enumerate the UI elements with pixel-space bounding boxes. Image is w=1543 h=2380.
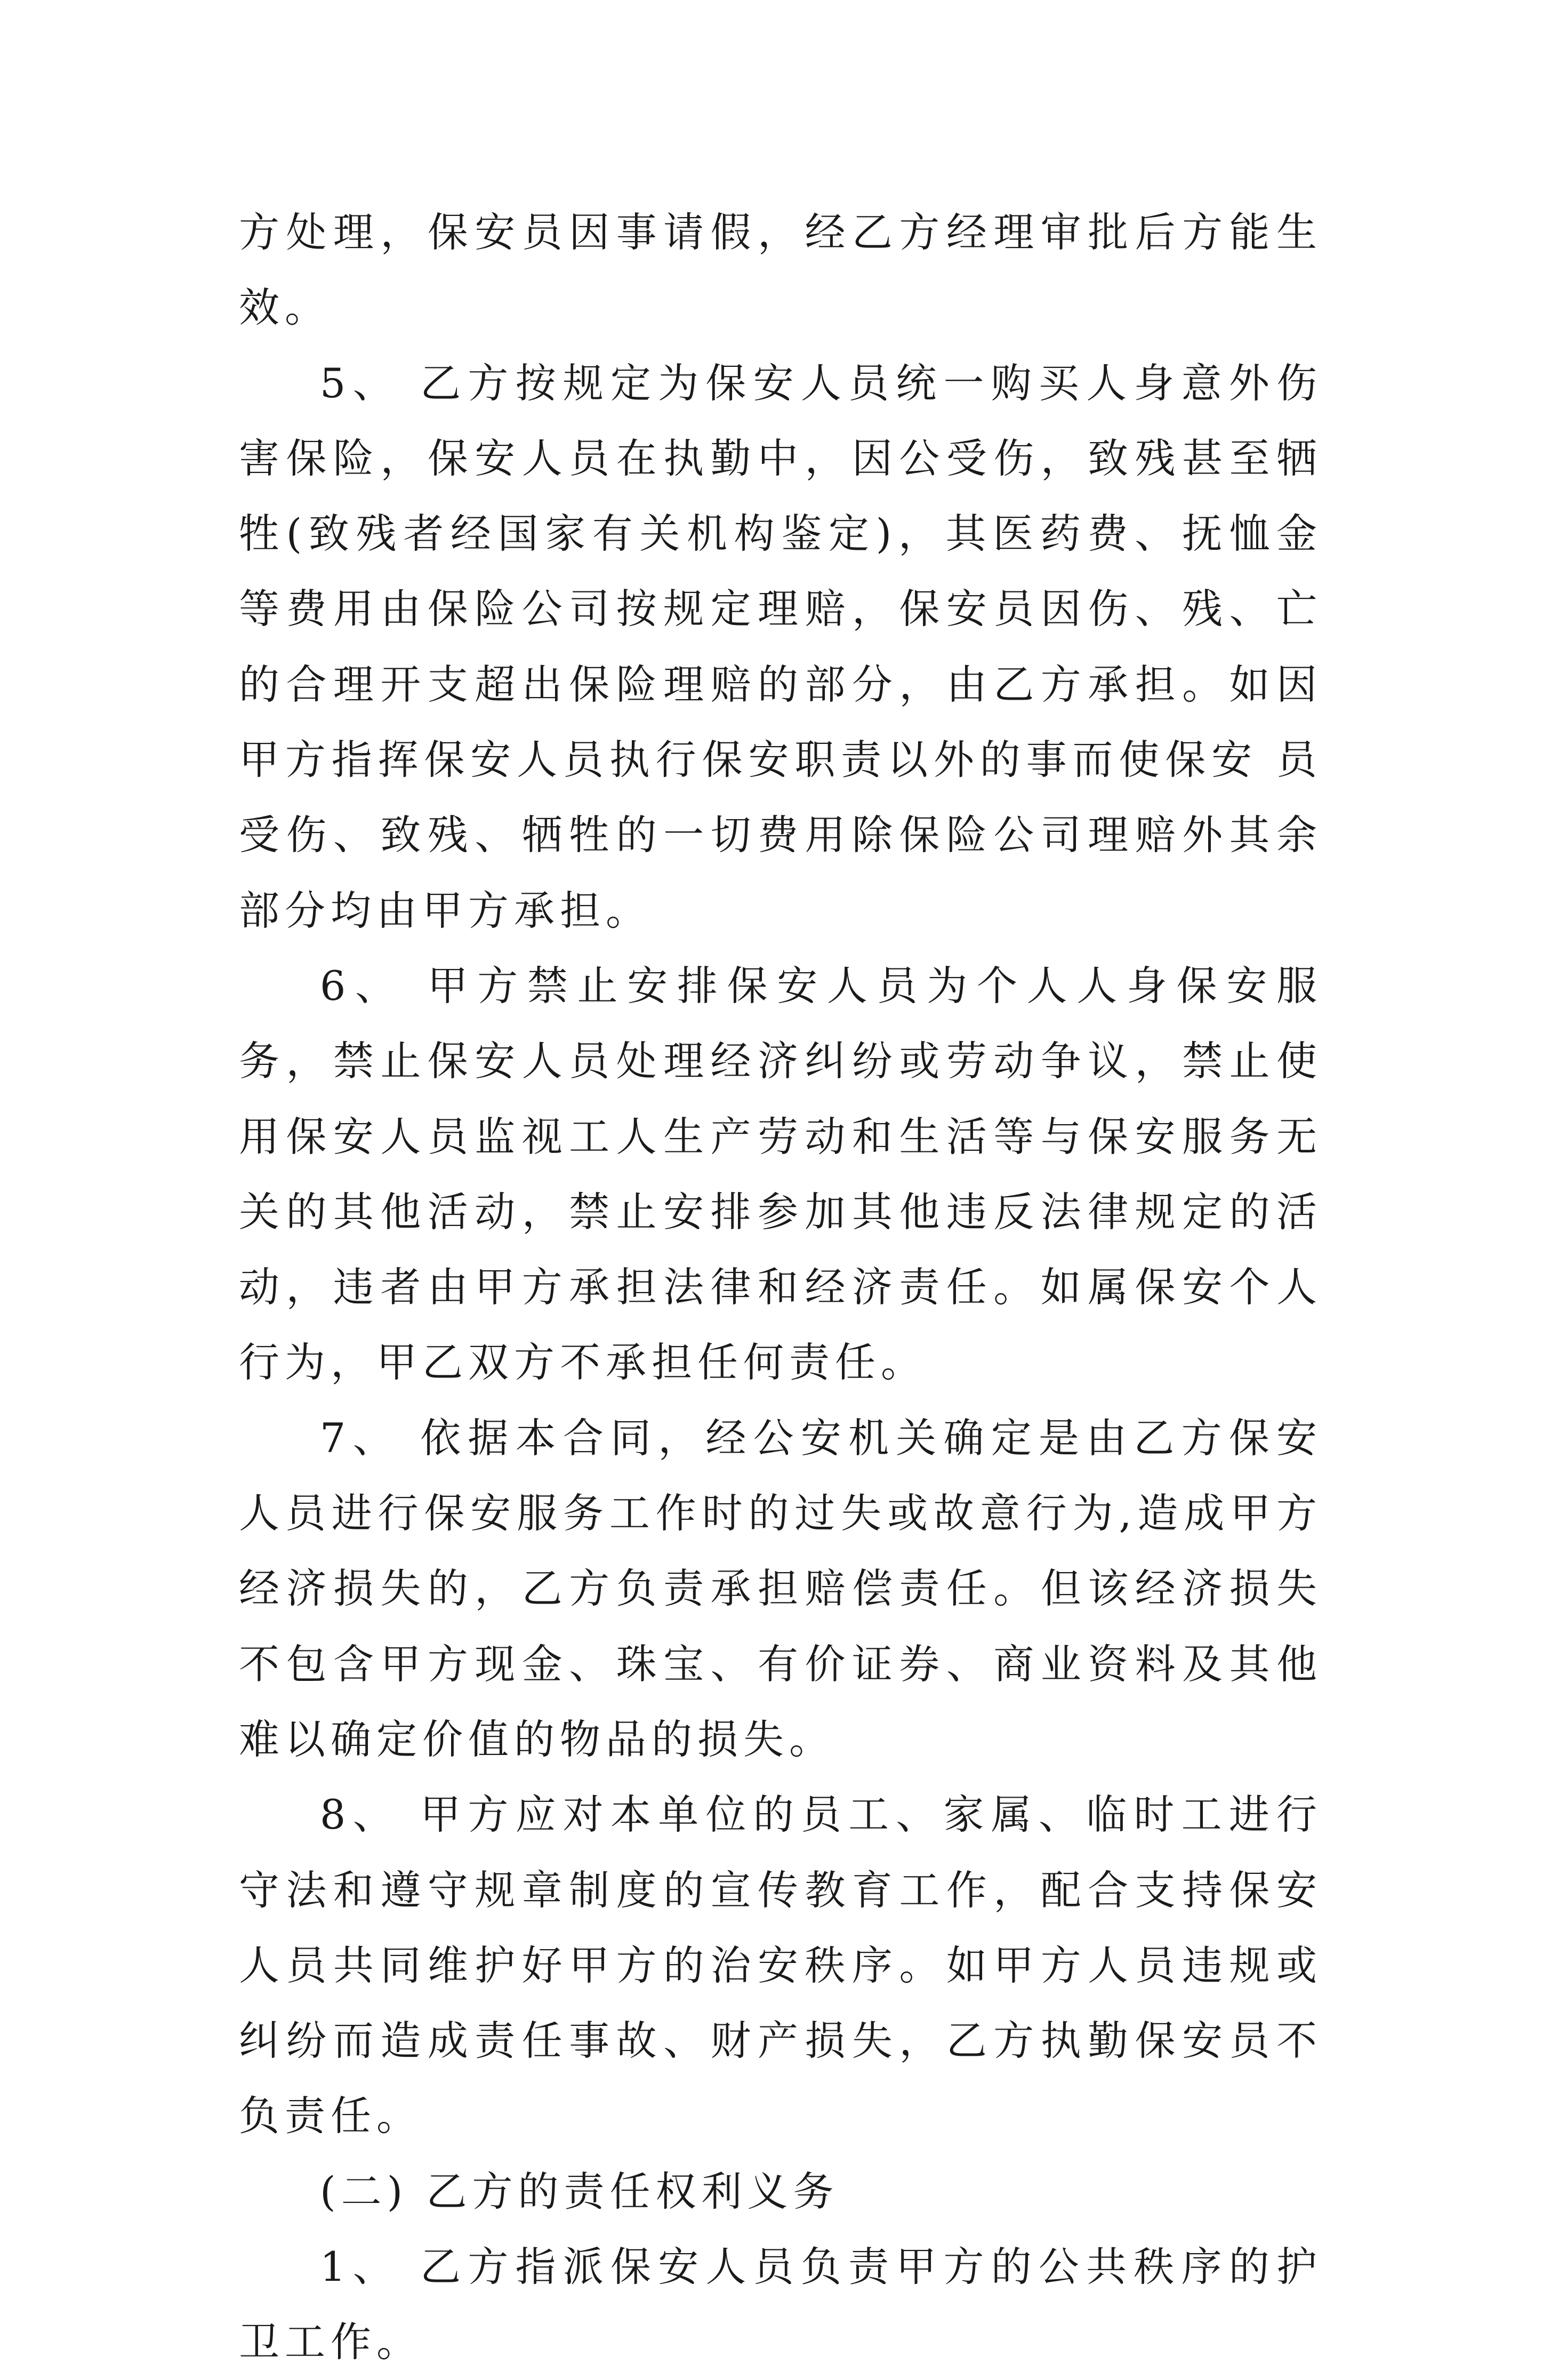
- paragraph-clause-7: 7、 依据本合同，经公安机关确定是由乙方保安人员进行保安服务工作时的过失或故意行为,造成甲方经济损失的，乙方负责承担赔偿责任。但该经济损失不包含甲方现金、珠宝、有价证券、商业资料及其他难以确定价值的物品的损失。: [239, 1414, 1322, 1763]
- paragraph-clause-5: 5、 乙方按规定为保安人员统一购买人身意外伤害保险，保安人员在执勤中，因公受伤，致残甚至牺牲(致残者经国家有关机构鉴定)，其医药费、抚恤金等费用由保险公司按规定理赔，保安员因伤、残、亡的合理开支超出保险理赔的部分，由乙方承担。如因甲方指挥保安人员执行保安职责以外的事而使保安 员受伤、致残、牺牲的一切费用除保险公司理赔外其余部分均由甲方承担。: [239, 359, 1322, 934]
- paragraph-clause-8: 8、 甲方应对本单位的员工、家属、临时工进行守法和遵守规章制度的宣传教育工作，配合支持保安人员共同维护好甲方的治安秩序。如甲方人员违规或纠纷而造成责任事故、财产损失，乙方执勤保安员不负责任。: [239, 1791, 1322, 2140]
- paragraph-clause-6: 6、 甲方禁止安排保安人员为个人人身保安服务，禁止保安人员处理经济纠纷或劳动争议，禁止使用保安人员监视工人生产劳动和生活等与保安服务无关的其他活动，禁止安排参加其他违反法律规定的活动，违者由甲方承担法律和经济责任。如属保安个人行为，甲乙双方不承担任何责任。: [239, 961, 1322, 1387]
- paragraph-continuation: 方处理，保安员因事请假，经乙方经理审批后方能生效。: [239, 209, 1322, 332]
- paragraph-clause-b1: 1、 乙方指派保安人员负责甲方的公共秩序的护卫工作。: [239, 2243, 1322, 2366]
- section-heading-party-b: (二) 乙方的责任权利义务: [320, 2167, 839, 2215]
- document-body: [239, 195, 1322, 2380]
